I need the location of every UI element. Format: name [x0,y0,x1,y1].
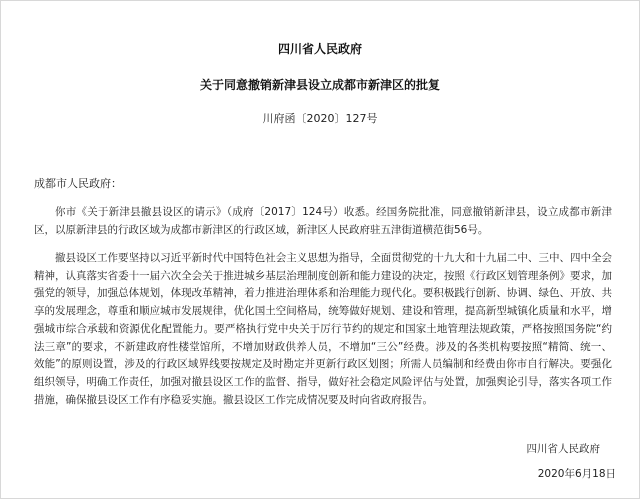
document-number: 川府函〔2020〕127号 [262,112,378,125]
document-title: 关于同意撤销新津县设立成都市新津区的批复 [199,78,440,92]
body-paragraph-1: 你市《关于新津县撤县设区的请示》（成府〔2017〕124号）收悉。经国务院批准，同意撤销新津县，设立成都市新津区，以原新津县的行政区域为成都市新津区的行政区域，新津区人民政府驻五津街道横范街56号。 [34,206,612,236]
signature: 四川省人民政府 [526,443,600,455]
body-paragraph-2: 撤县设区工作要坚持以习近平新时代中国特色社会主义思想为指导，全面贯彻党的十九大和十九届二中、三中、四中全会精神，认真落实省委十一届六次全会关于推进城乡基层治理制度创新和能力建设的决定，按照《行政区划管理条例》要求，加强党的领导，加强总体规划，体现改革精神，着力推进治理体系和治理能力现代化。要积极践行创新、协调、绿色、开放、共享的发展理念，尊重和顺应城市发展规律，优化国土空间格局，统筹做好规划、建设和管理，提高新型城镇化质量和水平，增强城市综合承载和资源优化配置能力。要严格执行党中央关于厉行节约的规定和国家土地管理法规政策，严格按照国务院“约法三章”的要求，不新建政府性楼堂馆所，不增加财政供养人员，不增加“三公”经费。涉及的各类机构要按照“精简、统一、效能”的原则设置，涉及的行政区域界线要按规定及时勘定并更新行政区划图；所需人员编制和经费由你市自行解决。要强化组织领导，明确工作责任，加强对撤县设区工作的监督、指导，做好社会稳定风险评估与处置，加强舆论引导，落实各项工作措施，确保撤县设区工作有序稳妥实施。撤县设区工作完成情况要及时向省政府报告。 [34,252,612,406]
salutation: 成都市人民政府： [34,177,122,190]
issuer-heading: 四川省人民政府 [277,42,362,56]
issue-date: 2020年6月18日 [537,468,616,480]
